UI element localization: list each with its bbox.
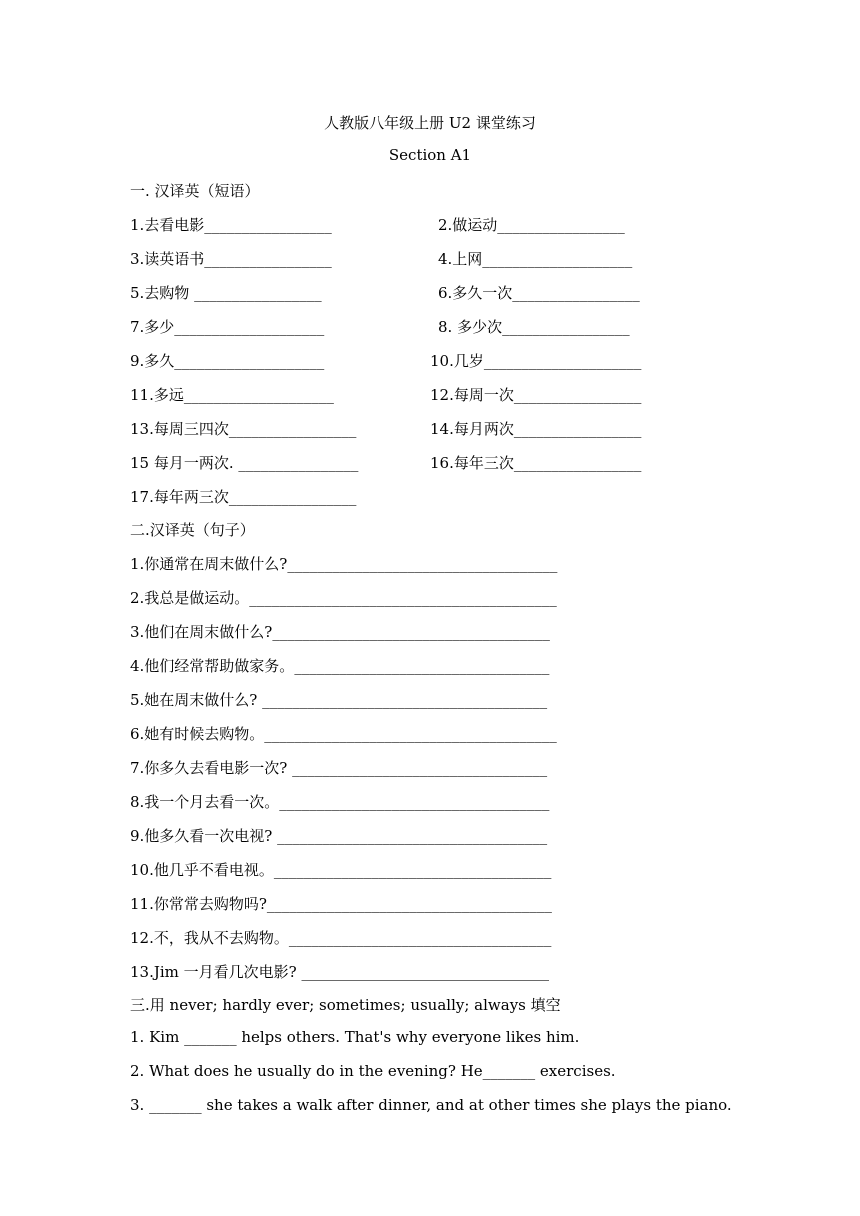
section-subtitle: Section A1 <box>388 146 472 164</box>
fill-blank-item: 2. What does he usually do in the evening? He_______ exercises. <box>130 1062 616 1080</box>
sentence-item: 5.她在周末做什么? ______________________________________ <box>130 691 548 709</box>
section1-heading: 一. 汉译英（短语） <box>130 182 260 200</box>
phrase-item: 5.去购物 _________________ <box>130 284 322 302</box>
sentence-item: 8.我一个月去看一次。____________________________________ <box>130 793 550 811</box>
phrase-item: 9.多久____________________ <box>130 352 325 370</box>
phrase-item: 13.每周三四次_________________ <box>130 420 357 438</box>
page-title: 人教版八年级上册 U2 课堂练习 <box>324 114 536 132</box>
sentence-item: 11.你常常去购物吗?______________________________________ <box>130 895 552 913</box>
sentence-item: 2.我总是做运动。_________________________________________ <box>130 589 557 607</box>
phrase-item: 10.几岁_____________________ <box>430 352 642 370</box>
phrase-item: 1.去看电影_________________ <box>130 216 332 234</box>
sentence-item: 10.他几乎不看电视。_____________________________________ <box>130 861 552 879</box>
phrase-item: 4.上网____________________ <box>438 250 633 268</box>
sentence-item: 4.他们经常帮助做家务。__________________________________ <box>130 657 550 675</box>
section3-heading: 三.用 never; hardly ever; sometimes; usually; always 填空 <box>130 996 561 1014</box>
phrase-item: 7.多少____________________ <box>130 318 325 336</box>
phrase-item: 11.多远____________________ <box>130 386 334 404</box>
phrase-item: 12.每周一次_________________ <box>430 386 642 404</box>
phrase-item: 14.每月两次_________________ <box>430 420 642 438</box>
fill-blank-item: 1. Kim _______ helps others. That's why everyone likes him. <box>130 1028 580 1046</box>
phrase-item: 15 每月一两次. ________________ <box>130 454 359 472</box>
sentence-item: 1.你通常在周末做什么?____________________________________ <box>130 555 558 573</box>
sentence-item: 7.你多久去看电影一次? __________________________________ <box>130 759 548 777</box>
sentence-item: 12.不，我从不去购物。___________________________________ <box>130 929 552 947</box>
phrase-item: 6.多久一次_________________ <box>438 284 640 302</box>
sentence-item: 13.Jim 一月看几次电影? _________________________________ <box>130 963 549 981</box>
section2-heading: 二.汉译英（句子） <box>130 521 255 539</box>
sentence-item: 6.她有时候去购物。_______________________________________ <box>130 725 557 743</box>
phrase-item: 8. 多少次_________________ <box>438 318 630 336</box>
fill-blank-item: 3. _______ she takes a walk after dinner, and at other times she plays the piano. <box>130 1096 732 1114</box>
sentence-item: 9.他多久看一次电视? ____________________________________ <box>130 827 548 845</box>
phrase-item: 16.每年三次_________________ <box>430 454 642 472</box>
sentence-item: 3.他们在周末做什么?_____________________________________ <box>130 623 550 641</box>
phrase-item: 3.读英语书_________________ <box>130 250 332 268</box>
phrase-item: 17.每年两三次_________________ <box>130 488 357 506</box>
phrase-item: 2.做运动_________________ <box>438 216 625 234</box>
